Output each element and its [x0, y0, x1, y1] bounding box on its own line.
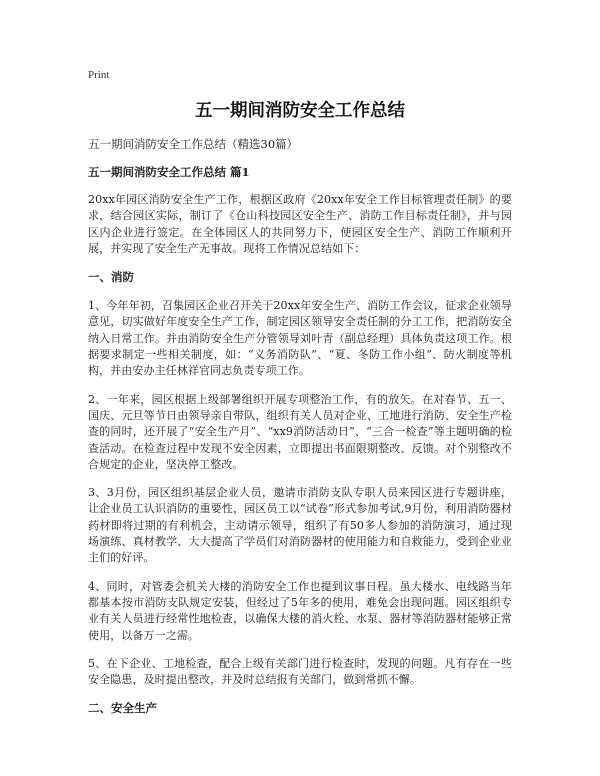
section-heading-safety: 二、安全生产: [88, 701, 157, 716]
paragraph: 5、在下企业、工地检查，配合上级有关部门进行检查时，发现的问题。凡有存在一些安全隐患，及时提出整改，并及时总结报有关部门，做到常抓不懈。: [88, 656, 512, 687]
intro-paragraph: 20xx年园区消防安全生产工作，根据区政府《20xx年安全工作目标管理责任制》的要求，结合园区实际，制订了《仓山科技园区安全生产、消防工作目标责任制》，并与园区内企业进行签定。在全体园区人的共同努力下，使园区安全生产、消防工作顺利开展，并实现了安全生产无事故。现将工作情况总结如下：: [88, 193, 512, 255]
section-heading-fire: 一、消防: [88, 270, 134, 285]
paragraph: 2、一年来，园区根据上级部署组织开展专项整治工作，有的放矢。在对春节、五一、国庆、元旦等节日由领导亲自带队，组织有关人员对企业、工地进行消防、安全生产检查的同时，还开展了“安全生产月”、“xx9消防活动日”、“三合一检查”等主题明确的检查活动。在检查过程中发现不安全因素，立即提出书面限期整改、反馈。对个别整改不合规定的企业，坚决停工整改。: [88, 392, 512, 471]
paragraph: 4、同时，对管委会机关大楼的消防安全工作也提到议事日程。虽大楼水、电线路当年都基本按市消防支队规定安装，但经过了5年多的使用，难免会出现问题。园区组织专业有关人员进行经常性地检查，以确保大楼的消火栓、水泵、器材等消防器材能够正常使用，以备万一之需。: [88, 579, 512, 642]
paragraph: 1、今年年初，召集园区企业召开关于20xx年安全生产、消防工作会议，征求企业领导意见，切实做好年度安全生产工作，制定园区领导安全责任制的分工工作，把消防安全纳入日常工作。并由消防安全生产分管领导刘叶青（副总经理）具体负责这项工作。根据要求制定一些相关制度，如：“义务消防队”、“夏、冬防工作小组”、防火制度等机构，并由安办主任林祥官同志负责专项工作。: [88, 299, 512, 378]
page-title: 五一期间消防安全工作总结: [195, 101, 405, 121]
paragraph: 3、3月份，园区组织基层企业人员，邀请市消防支队专职人员来园区进行专题讲座，让企业员工认识消防的重要性，园区员工以“试卷”形式参加考试,9月份，利用消防器材药材即将过期的有利机会，主动请示领导，组织了有50多人参加的消防演习，通过现场演练、真材教学、大大提高了学员们对消防器材的使用能力和自救能力，受到企业业主们的好评。: [88, 486, 512, 565]
document-subtitle: 五一期间消防安全工作总结（精选30篇）: [88, 137, 299, 151]
print-link[interactable]: Print: [88, 69, 110, 81]
article-heading: 五一期间消防安全工作总结 篇1: [88, 165, 250, 179]
document-page: [88, 68, 512, 729]
